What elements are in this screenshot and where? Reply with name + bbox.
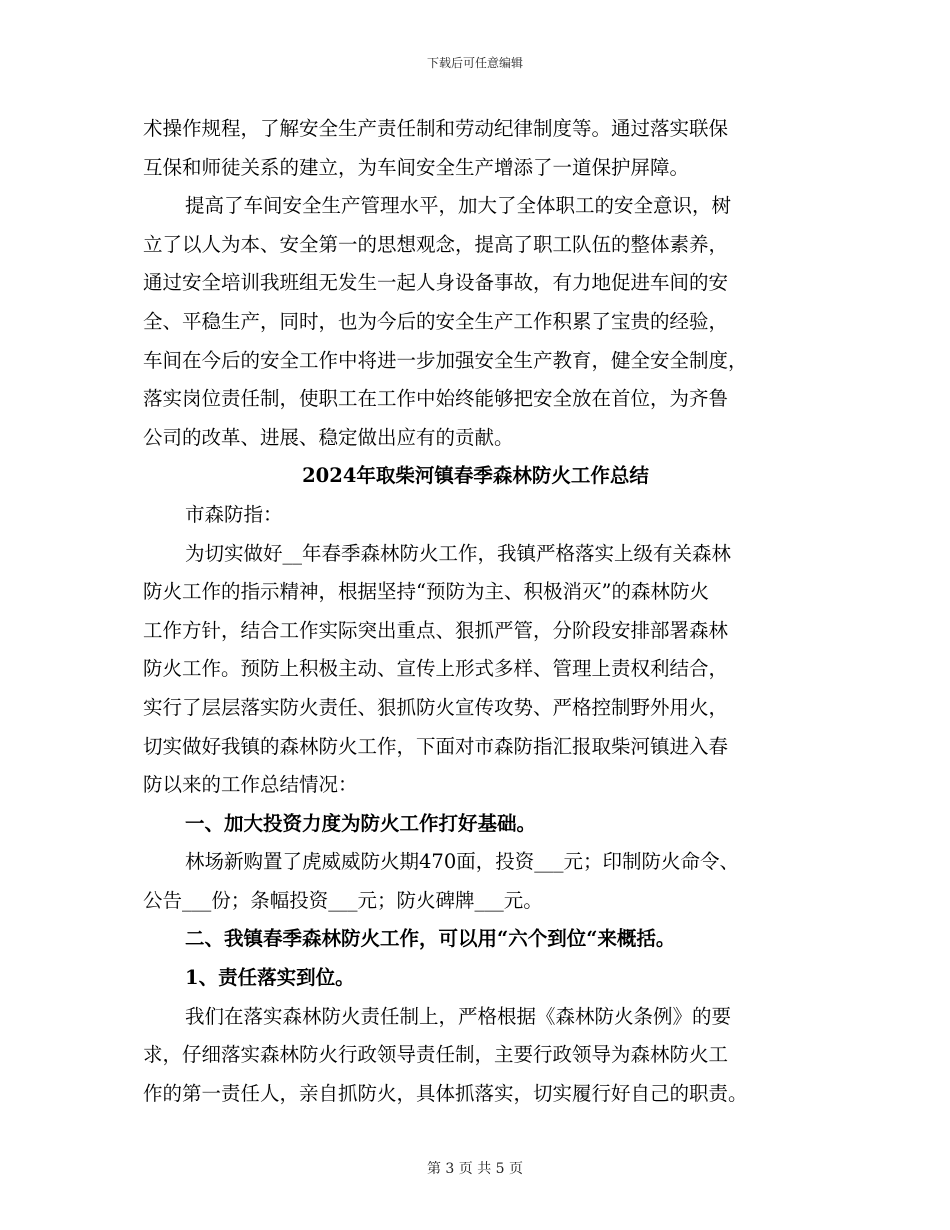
paragraph-line: 防火工作。预防上积极主动、宣传上形式多样、管理上责权利结合， bbox=[143, 657, 729, 681]
paragraph-line: 为切实做好__年春季森林防火工作，我镇严格落实上级有关森林 bbox=[185, 541, 732, 565]
paragraph-line: 提高了车间安全生产管理水平，加大了全体职工的安全意识，树 bbox=[185, 194, 732, 218]
document-title: 2024年取柴河镇春季森林防火工作总结 bbox=[302, 464, 649, 488]
paragraph-line: 求，仔细落实森林防火行政领导责任制，主要行政领导为森林防火工 bbox=[143, 1043, 729, 1067]
paragraph-line: 林场新购置了虎威威防火期470面，投资___元；印制防火命令、 bbox=[185, 850, 739, 874]
paragraph-line: 立了以人为本、安全第一的思想观念，提高了职工队伍的整体素养， bbox=[143, 232, 729, 256]
paragraph-line: 我们在落实森林防火责任制上，严格根据《森林防火条例》的要 bbox=[185, 1004, 732, 1028]
page-footer: 第 3 页 共 5 页 bbox=[426, 1161, 524, 1177]
paragraph-line: 落实岗位责任制，使职工在工作中始终能够把安全放在首位，为齐鲁 bbox=[143, 387, 729, 411]
paragraph-line: 实行了层层落实防火责任、狠抓防火宣传攻势、严格控制野外用火， bbox=[143, 695, 729, 719]
paragraph-line: 公告___份；条幅投资___元；防火碑牌___元。 bbox=[143, 888, 543, 912]
paragraph-line: 车间在今后的安全工作中将进一步加强安全生产教育，健全安全制度， bbox=[143, 348, 748, 372]
paragraph-line: 市森防指： bbox=[185, 502, 283, 526]
page-header: 下载后可任意编辑 bbox=[426, 56, 523, 70]
paragraph-line: 作的第一责任人，亲自抓防火，具体抓落实，切实履行好自己的职责。 bbox=[143, 1081, 748, 1105]
section-heading: 一、加大投资力度为防火工作打好基础。 bbox=[185, 811, 537, 835]
section-heading: 1、责任落实到位。 bbox=[185, 966, 355, 990]
paragraph-line: 公司的改革、进展、稳定做出应有的贡献。 bbox=[143, 425, 514, 449]
section-heading: 二、我镇春季森林防火工作，可以用“六个到位“来概括。 bbox=[185, 927, 676, 951]
paragraph-line: 防以来的工作总结情况： bbox=[143, 773, 358, 797]
paragraph-line: 全、平稳生产，同时，也为今后的安全生产工作积累了宝贵的经验， bbox=[143, 309, 729, 333]
paragraph-line: 术操作规程，了解安全生产责任制和劳动纪律制度等。通过落实联保 bbox=[143, 117, 729, 140]
paragraph-line: 切实做好我镇的森林防火工作，下面对市森防指汇报取柴河镇进入春 bbox=[143, 734, 729, 758]
paragraph-line: 通过安全培训我班组无发生一起人身设备事故，有力地促进车间的安 bbox=[143, 271, 729, 295]
paragraph-line: 防火工作的指示精神，根据坚持“预防为主、积极消灭”的森林防火 bbox=[143, 580, 709, 604]
paragraph-line: 工作方针，结合工作实际突出重点、狠抓严管，分阶段安排部署森林 bbox=[143, 618, 729, 642]
document-body bbox=[143, 110, 808, 1113]
paragraph-line: 互保和师徒关系的建立，为车间安全生产增添了一道保护屏障。 bbox=[143, 155, 690, 179]
